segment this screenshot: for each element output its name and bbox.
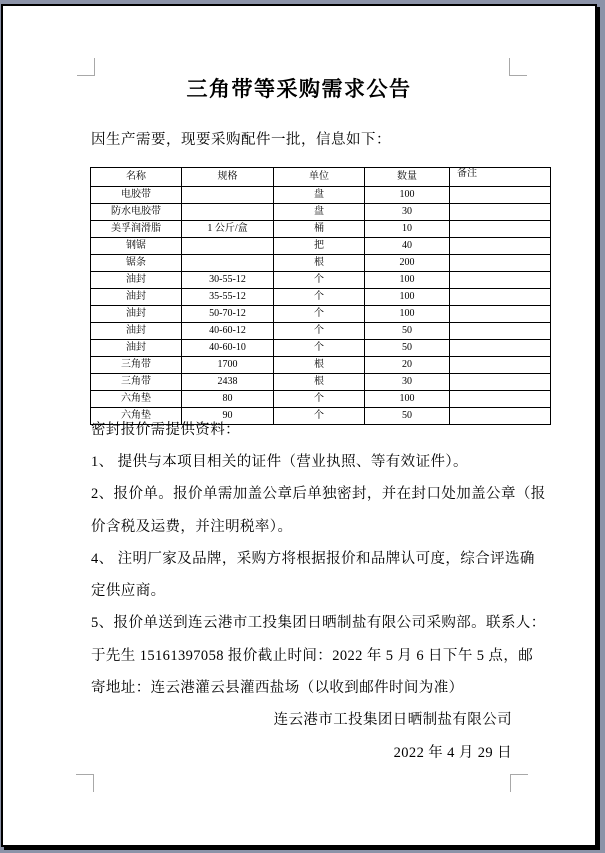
body-line: 4、 注明厂家及品牌，采购方将根据报价和品牌认可度，综合评选确	[91, 550, 535, 567]
table-cell: 根	[274, 255, 365, 272]
table-cell: 根	[274, 374, 365, 391]
table-body	[91, 187, 551, 425]
table-cell: 个	[274, 323, 365, 340]
table-cell: 油封	[91, 323, 182, 340]
crop-mark-bottom-right	[510, 774, 528, 792]
table-cell: 油封	[91, 289, 182, 306]
table-cell	[450, 187, 551, 204]
table-cell: 30	[365, 204, 450, 221]
table-cell: 40-60-10	[182, 340, 274, 357]
table-header-row	[91, 168, 551, 187]
table-row	[91, 323, 551, 340]
table-cell	[450, 323, 551, 340]
table-cell: 盘	[274, 187, 365, 204]
items-table	[90, 167, 551, 425]
table-row	[91, 306, 551, 323]
body-line: 定供应商。	[91, 583, 166, 600]
table-cell: 桶	[274, 221, 365, 238]
table-row	[91, 238, 551, 255]
table-row	[91, 221, 551, 238]
table-cell: 100	[365, 272, 450, 289]
table-cell	[450, 357, 551, 374]
table-cell: 油封	[91, 272, 182, 289]
table-cell: 35-55-12	[182, 289, 274, 306]
page-title: 三角带等采购需求公告	[186, 78, 412, 101]
table-cell: 三角带	[91, 374, 182, 391]
table-cell: 个	[274, 272, 365, 289]
table-row	[91, 289, 551, 306]
table-row	[91, 272, 551, 289]
table-cell: 200	[365, 255, 450, 272]
table-cell: 油封	[91, 340, 182, 357]
table-header-cell: 名称	[91, 168, 182, 187]
body-line: 于先生 15161397058 报价截止时间：2022 年 5 月 6 日下午 5 点，邮	[91, 647, 534, 664]
table-cell: 防水电胶带	[91, 204, 182, 221]
table-cell: 电胶带	[91, 187, 182, 204]
table-cell: 锯条	[91, 255, 182, 272]
table-cell: 20	[365, 357, 450, 374]
table-cell: 100	[365, 391, 450, 408]
table-row	[91, 391, 551, 408]
table-cell: 三角带	[91, 357, 182, 374]
table-cell: 个	[274, 408, 365, 425]
body-line: 寄地址：连云港灌云县灌西盐场（以收到邮件时间为准）	[91, 680, 464, 697]
table-cell: 个	[274, 289, 365, 306]
table-cell: 六角垫	[91, 408, 182, 425]
document-page	[1, 4, 597, 847]
crop-mark-bottom-left	[76, 774, 94, 792]
table-cell: 钢锯	[91, 238, 182, 255]
table-cell	[450, 289, 551, 306]
table-cell: 个	[274, 306, 365, 323]
body-line: 2、报价单。报价单需加盖公章后单独密封，并在封口处加盖公章（报	[91, 486, 546, 503]
table-cell: 100	[365, 289, 450, 306]
table-cell	[182, 187, 274, 204]
table-cell: 50	[365, 408, 450, 425]
table-cell: 把	[274, 238, 365, 255]
table-cell: 六角垫	[91, 391, 182, 408]
table-cell	[182, 238, 274, 255]
table-cell: 1 公斤/盒	[182, 221, 274, 238]
table-cell	[450, 255, 551, 272]
table-cell: 100	[365, 187, 450, 204]
table-cell: 30	[365, 374, 450, 391]
table-cell	[182, 204, 274, 221]
table-cell: 50	[365, 340, 450, 357]
table-cell: 10	[365, 221, 450, 238]
table-cell: 美孚润滑脂	[91, 221, 182, 238]
table-cell: 40-60-12	[182, 323, 274, 340]
table-row	[91, 357, 551, 374]
table-cell: 90	[182, 408, 274, 425]
table-row	[91, 255, 551, 272]
body-line: 密封报价需提供资料：	[91, 421, 240, 438]
table-cell	[450, 340, 551, 357]
table-header-cell: 单位	[274, 168, 365, 187]
table-cell	[450, 306, 551, 323]
table-cell	[450, 204, 551, 221]
body-lines	[91, 412, 546, 767]
table-cell: 50-70-12	[182, 306, 274, 323]
table-cell: 根	[274, 357, 365, 374]
table-row	[91, 340, 551, 357]
table-cell: 盘	[274, 204, 365, 221]
table-cell: 2438	[182, 374, 274, 391]
crop-mark-top-left	[77, 58, 95, 76]
table-cell: 1700	[182, 357, 274, 374]
table-cell: 50	[365, 323, 450, 340]
crop-mark-top-right	[509, 58, 527, 76]
table-header-cell: 备注	[450, 168, 551, 187]
table-cell: 100	[365, 306, 450, 323]
table-cell: 油封	[91, 306, 182, 323]
table-cell: 个	[274, 391, 365, 408]
table-cell	[450, 272, 551, 289]
intro-paragraph: 因生产需要，现要采购配件一批，信息如下：	[91, 132, 391, 148]
table-row	[91, 374, 551, 391]
table-cell	[450, 391, 551, 408]
table-cell	[450, 238, 551, 255]
table-header-cell: 数量	[365, 168, 450, 187]
body-line: 2022 年 4 月 29 日	[393, 744, 512, 761]
table-cell: 40	[365, 238, 450, 255]
table-cell	[450, 374, 551, 391]
body-line: 连云港市工投集团日晒制盐有限公司	[273, 712, 512, 729]
table-cell: 30-55-12	[182, 272, 274, 289]
table-cell	[450, 221, 551, 238]
table-cell	[182, 255, 274, 272]
table-row	[91, 204, 551, 221]
body-line: 5、报价单送到连云港市工投集团日晒制盐有限公司采购部。联系人：	[91, 615, 546, 632]
table-cell: 个	[274, 340, 365, 357]
body-line: 1、 提供与本项目相关的证件（营业执照、等有效证件）。	[91, 453, 468, 470]
table-header-cell: 规格	[182, 168, 274, 187]
table-row	[91, 187, 551, 204]
table-cell: 80	[182, 391, 274, 408]
body-line: 价含税及运费，并注明税率）。	[91, 518, 293, 535]
